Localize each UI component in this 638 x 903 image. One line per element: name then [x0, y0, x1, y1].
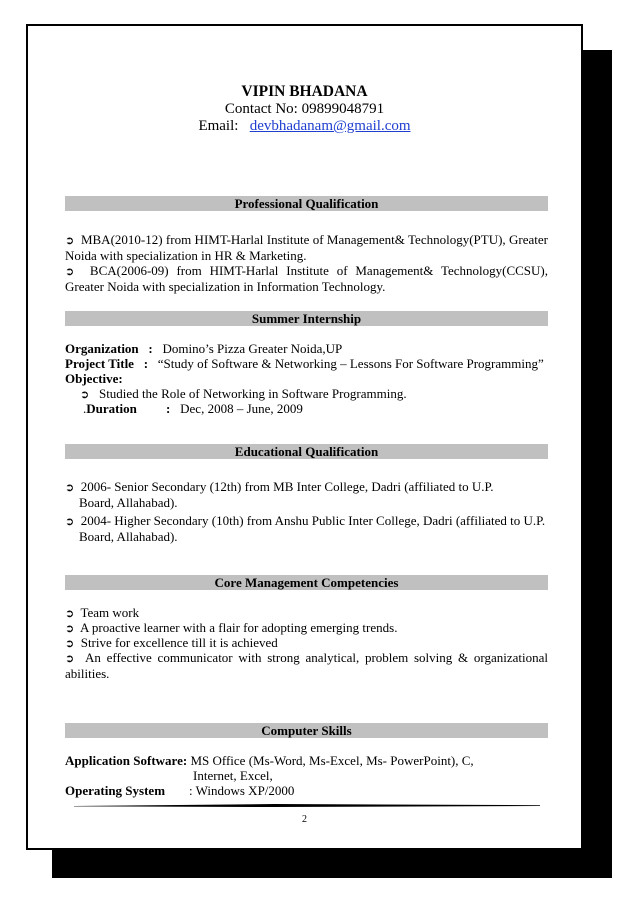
arrow-bullet-icon: ➲	[65, 652, 75, 665]
organization-label: Organization :	[65, 341, 153, 356]
application-software-row	[65, 753, 548, 768]
operating-system-row	[65, 783, 548, 798]
email-line	[28, 118, 581, 135]
competency-item	[65, 650, 548, 681]
project-title-label: Project Title :	[65, 356, 149, 371]
arrow-bullet-icon: ➲	[65, 234, 75, 247]
educational-qualification-heading: Educational Qualification	[65, 444, 548, 459]
education-item-line2: Board, Allahabad).	[79, 495, 178, 510]
page-number: 2	[302, 814, 307, 825]
application-software-label: Application Software:	[65, 753, 188, 768]
core-competencies-heading: Core Management Competencies	[65, 575, 548, 590]
competency-item-text: Team work	[80, 605, 140, 620]
arrow-bullet-icon: ➲	[65, 622, 75, 635]
arrow-bullet-icon: ➲	[65, 481, 75, 494]
education-item-line1: 2004- Higher Secondary (10th) from Anshu Public Inter College, Dadri (affiliated to U.P.	[80, 513, 546, 528]
arrow-bullet-icon: ➲	[65, 265, 75, 278]
contact-number: Contact No: 09899048791	[224, 101, 385, 117]
application-software-value: MS Office (Ms-Word, Ms-Excel, Ms- PowerPoint), C,	[190, 753, 474, 768]
competency-item	[65, 605, 548, 621]
professional-item	[65, 263, 548, 294]
project-title-row	[65, 356, 548, 371]
professional-item-text: MBA(2010-12) from HIMT-Harlal Institute of Management& Technology(PTU), Greater Noida with specialization in HR & Marketing.	[65, 232, 548, 263]
application-software-value-cont: Internet, Excel,	[193, 768, 273, 783]
duration-prefix: .	[83, 401, 87, 416]
professional-item-text: BCA(2006-09) from HIMT-Harlal Institute of Management& Technology(CCSU), Greater Noida with specialization in Information Technology.	[65, 263, 548, 294]
objective-item-text: Studied the Role of Networking in Software Programming.	[98, 386, 407, 401]
education-item	[65, 479, 548, 510]
computer-skills-heading: Computer Skills	[65, 723, 548, 738]
resume-page	[26, 24, 583, 850]
project-title-value: “Study of Software & Networking – Lessons For Software Programming”	[157, 356, 544, 371]
duration-value: Dec, 2008 – June, 2009	[180, 401, 303, 416]
operating-system-value: : Windows XP/2000	[189, 783, 295, 798]
education-item-line1: 2006- Senior Secondary (12th) from MB Inter College, Dadri (affiliated to U.P.	[80, 479, 494, 494]
professional-qualification-heading: Professional Qualification	[65, 196, 548, 211]
objective-label: Objective:	[65, 371, 123, 386]
organization-value: Domino’s Pizza Greater Noida,UP	[162, 341, 343, 356]
objective-item	[80, 386, 540, 402]
professional-item	[65, 232, 548, 263]
competency-item-text: A proactive learner with a flair for adopting emerging trends.	[80, 620, 398, 635]
candidate-name: VIPIN BHADANA	[241, 83, 368, 100]
arrow-bullet-icon: ➲	[65, 637, 75, 650]
competency-item	[65, 620, 548, 636]
competency-item-text: Strive for excellence till it is achieved	[80, 635, 278, 650]
arrow-bullet-icon: ➲	[80, 388, 90, 401]
email-label: Email:	[198, 118, 239, 134]
duration-label: Duration :	[86, 401, 171, 416]
education-item-line2: Board, Allahabad).	[79, 529, 178, 544]
education-item	[65, 513, 548, 544]
email-link[interactable]: devbhadanam@gmail.com	[249, 118, 411, 134]
arrow-bullet-icon: ➲	[65, 515, 75, 528]
competency-item	[65, 635, 548, 651]
footer-rule	[74, 804, 540, 807]
arrow-bullet-icon: ➲	[65, 607, 75, 620]
operating-system-label: Operating System	[65, 783, 166, 798]
organization-row	[65, 341, 548, 356]
competency-item-text: An effective communicator with strong analytical, problem solving & organizational abilities.	[65, 650, 548, 681]
summer-internship-heading: Summer Internship	[65, 311, 548, 326]
duration-row	[83, 401, 543, 416]
